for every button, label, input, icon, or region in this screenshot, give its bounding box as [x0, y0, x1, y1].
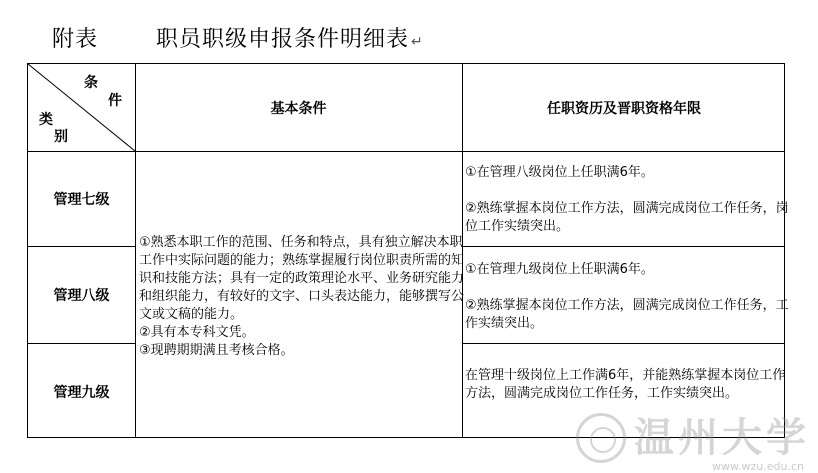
- header-basic-conditions: 基本条件: [270, 100, 327, 117]
- corner-label-top-1: 条: [84, 75, 98, 91]
- paragraph-mark-icon: ↵: [411, 34, 424, 50]
- requirement-item: ②熟练掌握本岗位工作方法，圆满完成岗位工作任务，工作实绩突出。: [465, 298, 789, 331]
- requirement-item: ①在管理九级岗位上任职满6年。: [465, 262, 654, 277]
- title-main: 职员职级申报条件明细表: [156, 27, 410, 52]
- row-divider: [462, 246, 784, 247]
- basic-condition-item: ②具有本专科文凭。: [139, 325, 255, 340]
- requirement-cell-grade-9: [462, 367, 795, 403]
- row-divider: [462, 343, 784, 344]
- conditions-table: [27, 63, 789, 438]
- watermark-url: www.wzu.edu.cn: [712, 460, 804, 473]
- corner-label-bottom-2: 别: [54, 129, 68, 145]
- header-divider: [28, 151, 784, 152]
- header-requirements: 任职资历及晋职资格年限: [547, 100, 701, 117]
- requirement-item: 在管理十级岗位上工作满6年，并能熟练掌握本岗位工作方法，圆满完成岗位工作任务，工作实绩突出。: [465, 368, 786, 401]
- requirement-item: ①在管理八级岗位上任职满6年。: [465, 165, 654, 180]
- university-watermark: [576, 413, 810, 463]
- row-label-grade-9: 管理九级: [53, 384, 110, 401]
- title-prefix: 附表: [52, 27, 99, 52]
- requirement-cell-grade-7: [462, 164, 795, 236]
- basic-conditions-cell: [135, 234, 472, 360]
- basic-condition-item: ③现聘期期满且考核合格。: [139, 343, 294, 358]
- corner-label-top-2: 件: [108, 93, 122, 109]
- row-label-grade-8: 管理八级: [53, 288, 110, 304]
- page-title: [52, 22, 424, 53]
- basic-condition-item: ①熟悉本职工作的范围、任务和特点，具有独立解决本职工作中实际问题的能力；熟练掌握履行岗位职责所需的知识和技能方法；具有一定的政策理论水平、业务研究能力和组织能力，有较好的文字、口头表达能力，能够撰写公文或文稿的能力。: [139, 235, 465, 322]
- corner-label-bottom-1: 类: [39, 112, 53, 128]
- university-seal-icon: [576, 413, 626, 463]
- row-label-grade-7: 管理七级: [53, 192, 110, 208]
- watermark-text: 温州大学: [634, 414, 810, 461]
- requirement-item: ②熟练掌握本岗位工作方法，圆满完成岗位工作任务，岗位工作实绩突出。: [465, 201, 789, 234]
- requirement-cell-grade-8: [462, 261, 795, 333]
